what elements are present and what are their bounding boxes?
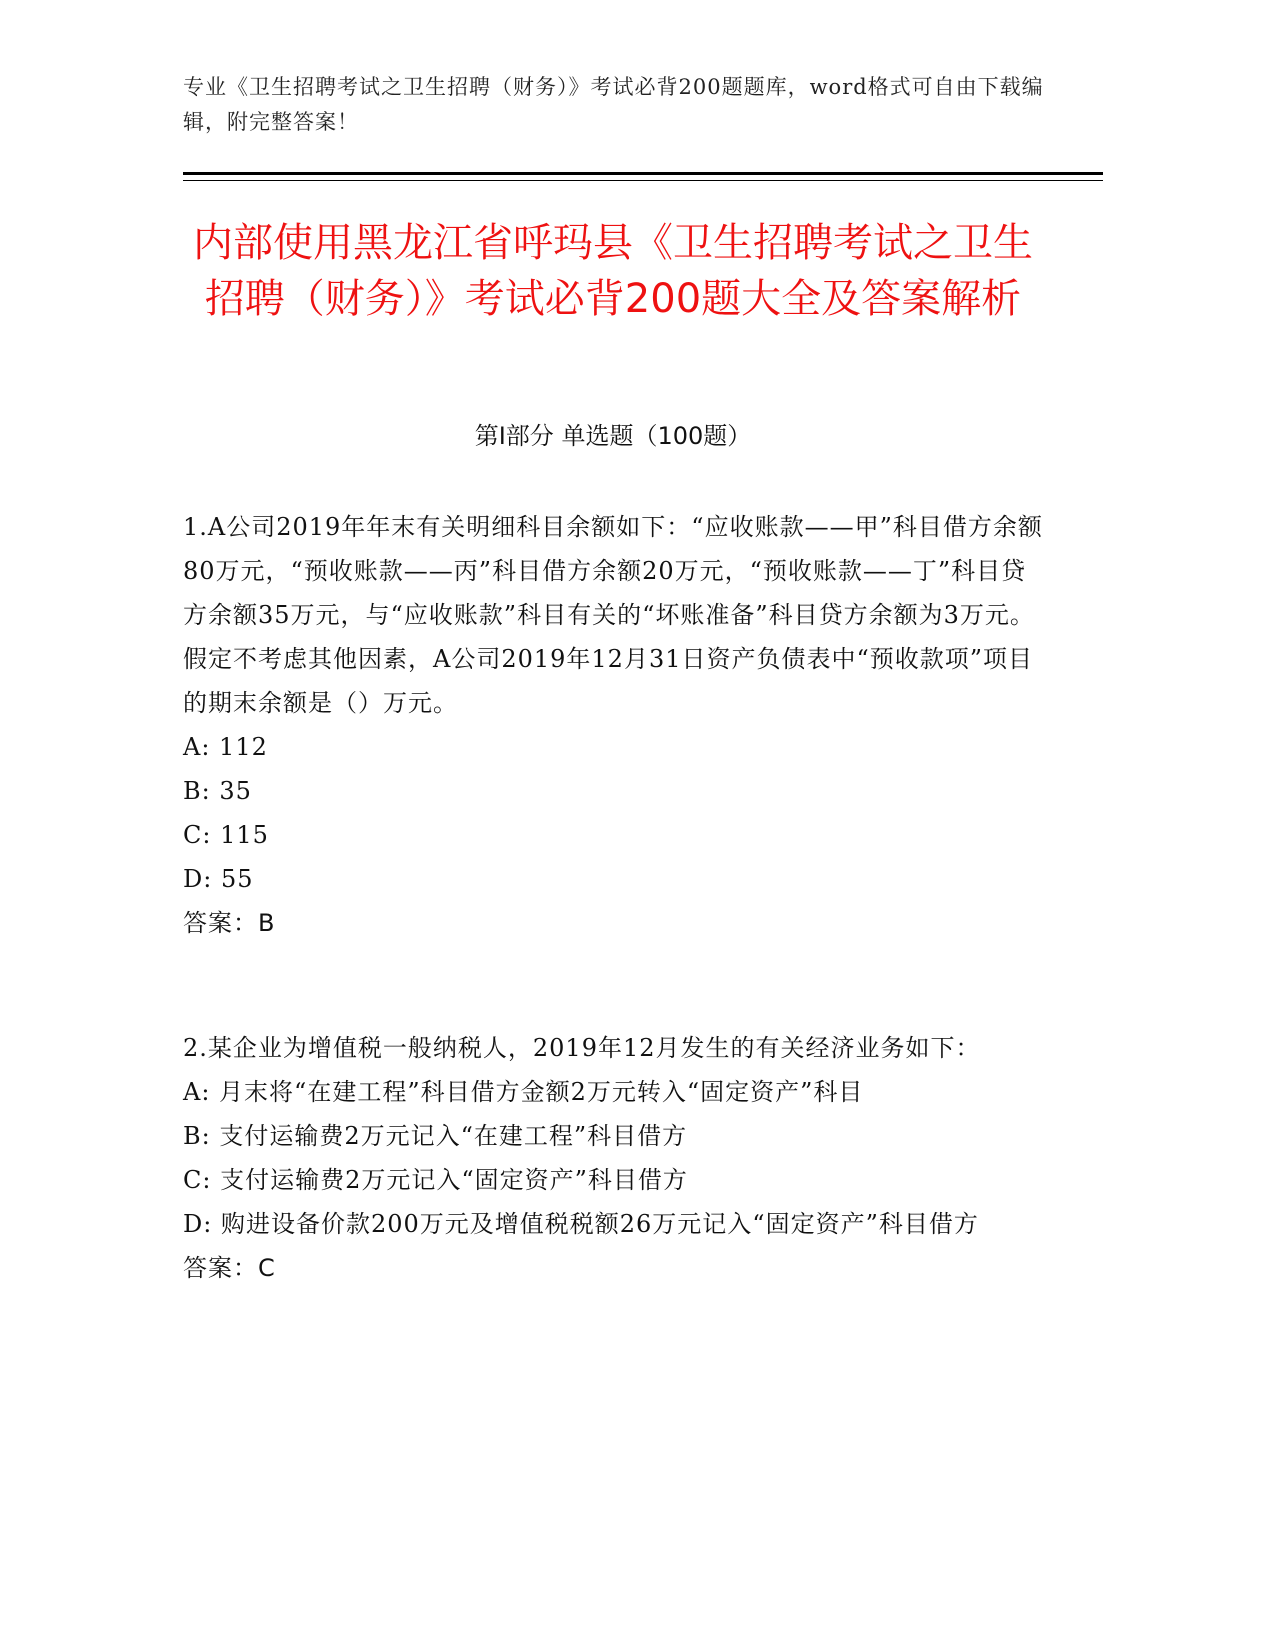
option-a: A: 月末将“在建工程”科目借方金额2万元转入“固定资产”科目 [183, 1078, 864, 1106]
question-2 [183, 1026, 1043, 1290]
answer: 答案：C [183, 1254, 276, 1282]
header-divider-thin [183, 180, 1103, 181]
document-title: 内部使用黑龙江省呼玛县《卫生招聘考试之卫生招聘（财务）》考试必背200题大全及答案解析 [193, 220, 1033, 322]
option-a: A: 112 [183, 733, 268, 761]
section-heading: 第I部分 单选题（100题） [474, 422, 752, 450]
answer: 答案：B [183, 909, 276, 937]
option-c: C: 115 [183, 821, 269, 849]
option-b: B: 35 [183, 777, 252, 805]
option-b: B: 支付运输费2万元记入“在建工程”科目借方 [183, 1122, 688, 1150]
option-d: D: 购进设备价款200万元及增值税税额26万元记入“固定资产”科目借方 [183, 1210, 979, 1238]
question-stem: 1.A公司2019年年末有关明细科目余额如下：“应收账款——甲”科目借方余额80万元，“预收账款——丙”科目借方余额20万元，“预收账款——丁”科目贷方余额35万元，与“应收账款”科目有关的“坏账准备”科目贷方余额为3万元。假定不考虑其他因素，A公司2019年12月31日资产负债表中“预收款项”项目的期末余额是（）万元。 [183, 513, 1043, 717]
option-d: D: 55 [183, 865, 254, 893]
option-c: C: 支付运输费2万元记入“固定资产”科目借方 [183, 1166, 688, 1194]
question-stem: 2.某企业为增值税一般纳税人，2019年12月发生的有关经济业务如下： [183, 1034, 981, 1062]
question-1 [183, 505, 1043, 945]
header-divider-thick [183, 172, 1103, 175]
header-note: 专业《卫生招聘考试之卫生招聘（财务）》考试必背200题题库，word格式可自由下载编辑，附完整答案！ [183, 75, 1044, 134]
